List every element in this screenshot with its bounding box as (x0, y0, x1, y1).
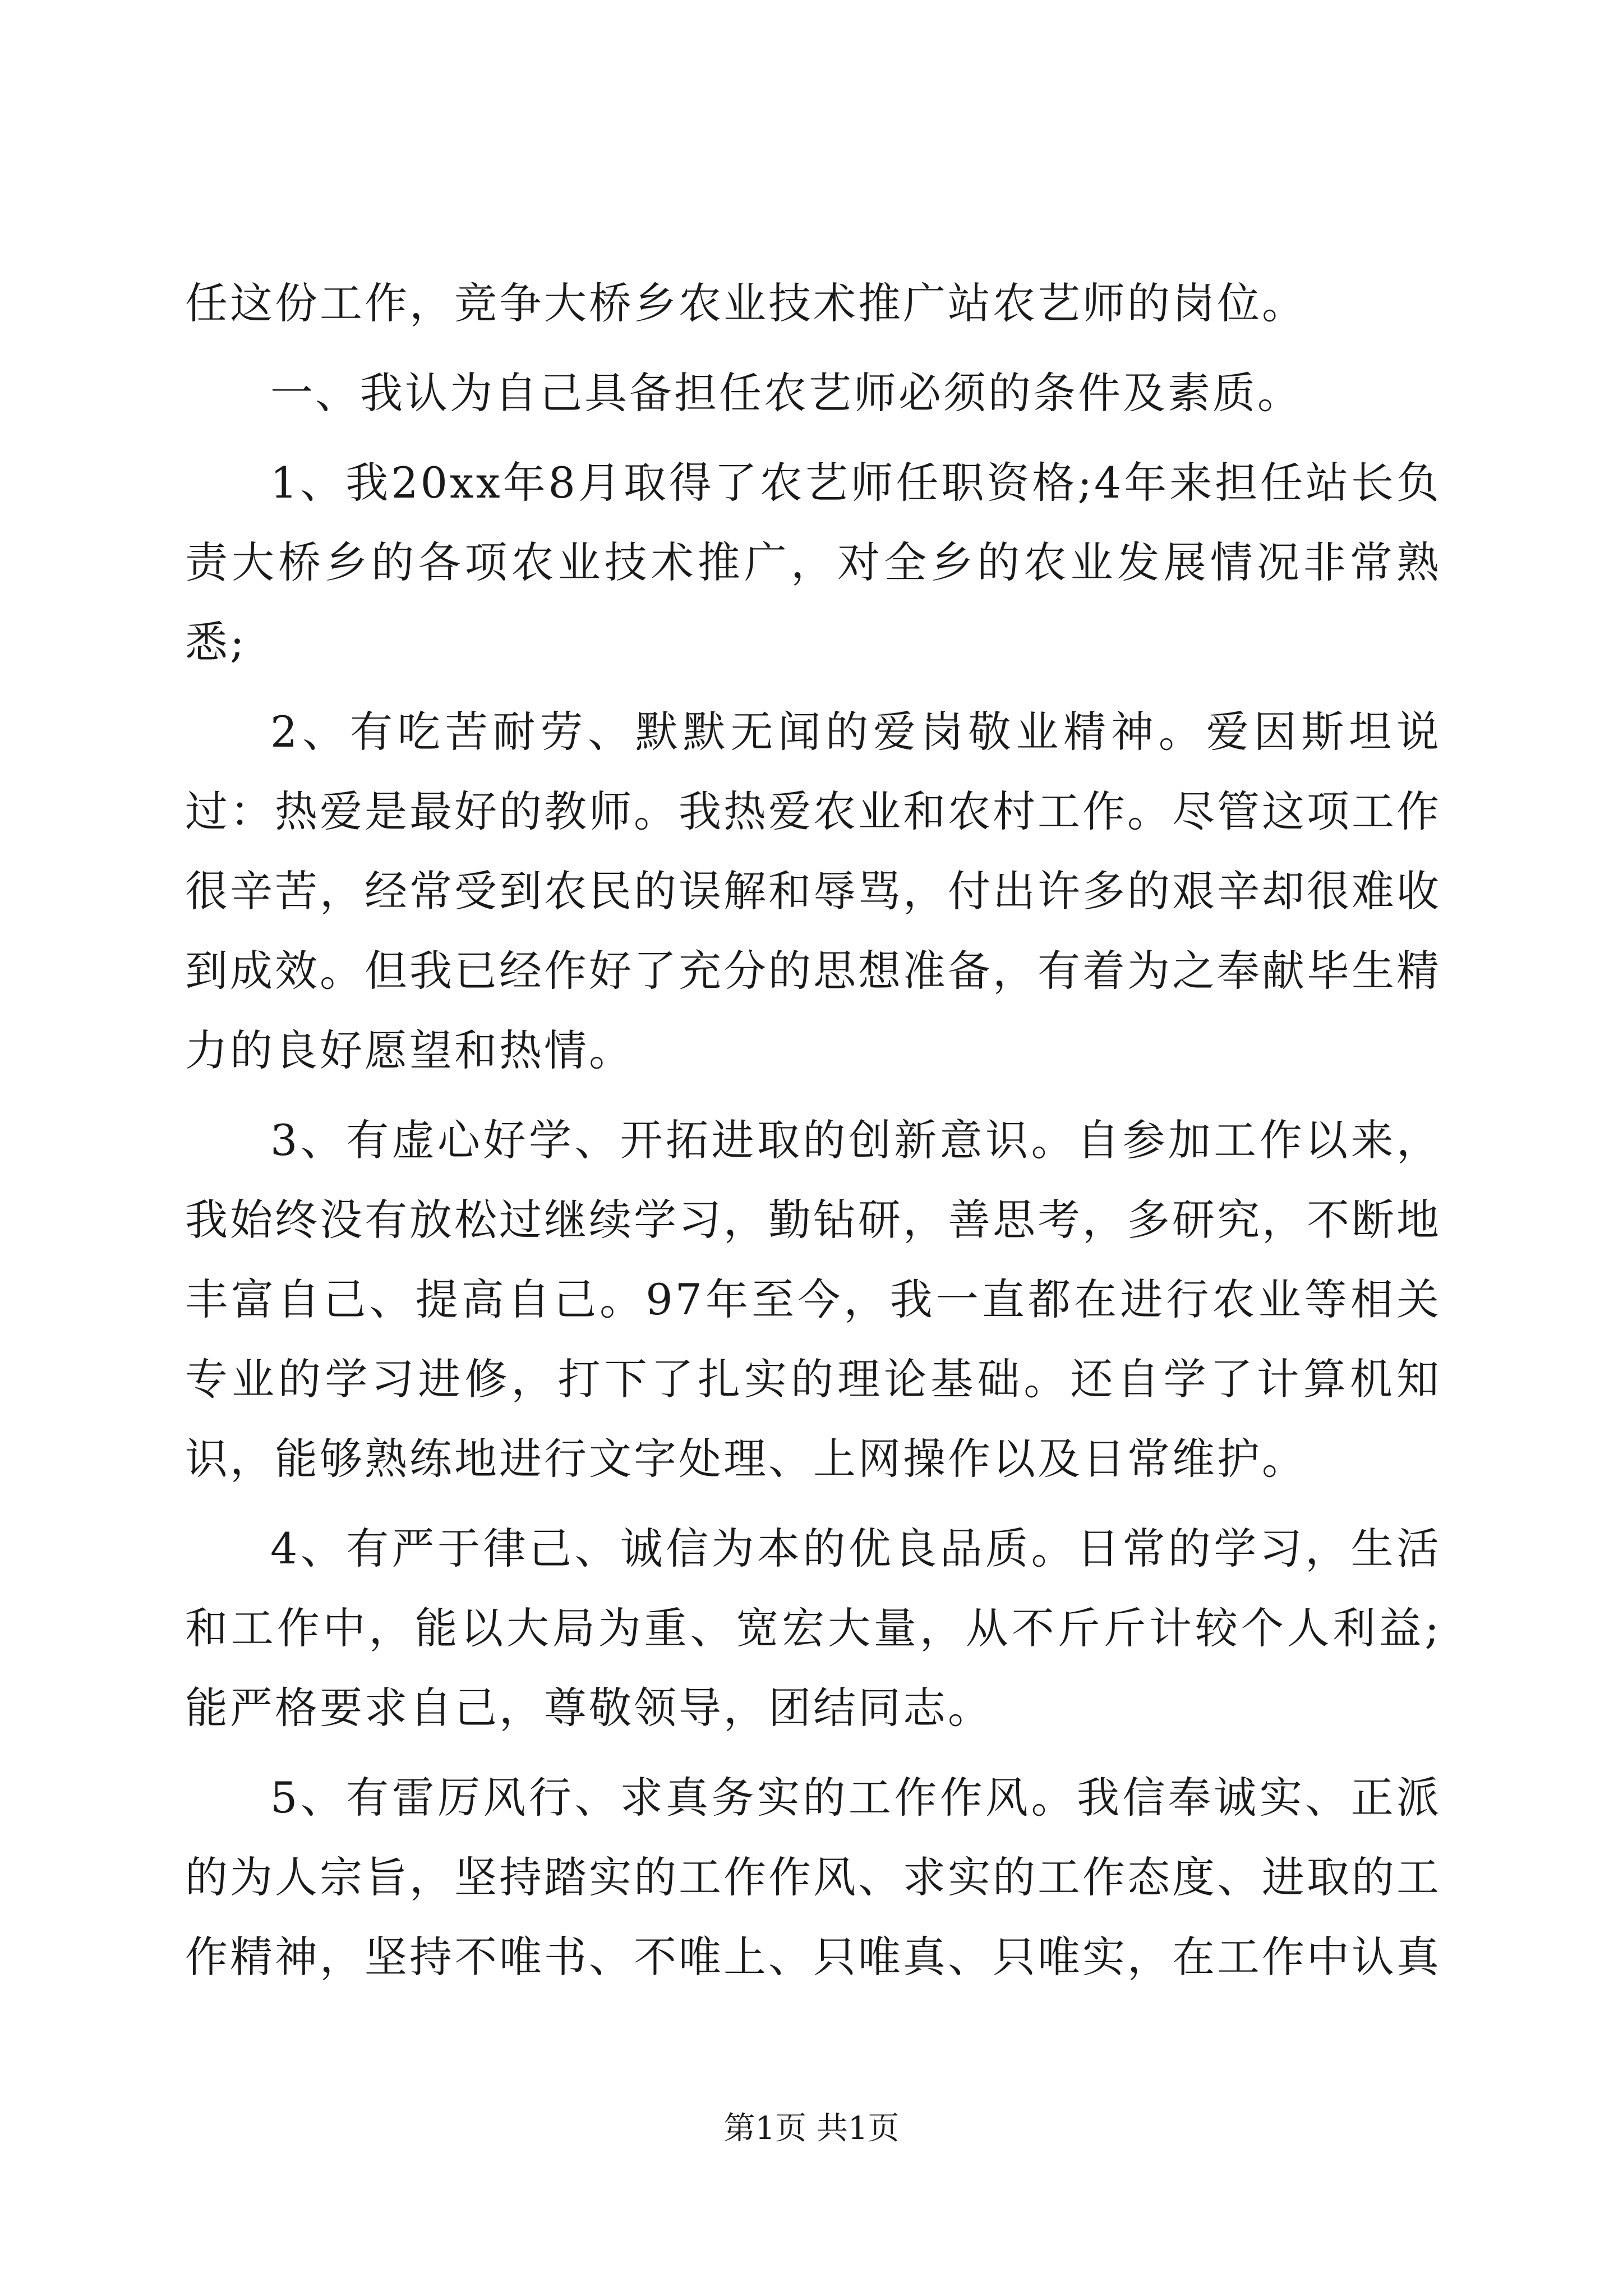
paragraph-item-4: 4、有严于律己、诚信为本的优良品质。日常的学习，生活和工作中，能以大局为重、宽宏大量，从不斤斤计较个人利益;能严格要求自己，尊敬领导，团结同志。 (185, 1524, 1441, 1733)
paragraph-item-3: 3、有虚心好学、开拓进取的创新意识。自参加工作以来，我始终没有放松过继续学习，勤钻研，善思考，多研究，不断地丰富自己、提高自己。97年至今，我一直都在进行农业等相关专业的学习进修，打下了扎实的理论基础。还自学了计算机知识，能够熟练地进行文字处理、上网操作以及日常维护。 (185, 1115, 1441, 1484)
document-body (185, 264, 1441, 2007)
paragraph-continuation: 任这份工作，竞争大桥乡农业技术推广站农艺师的岗位。 (185, 278, 1307, 328)
paragraph-item-5: 5、有雷厉风行、求真务实的工作作风。我信奉诚实、正派的为人宗旨，坚持踏实的工作作风、求实的工作态度、进取的工作精神，坚持不唯书、不唯上、只唯真、只唯实，在工作中认真 (185, 1773, 1441, 1982)
paragraph-item-2: 2、有吃苦耐劳、默默无闻的爱岗敬业精神。爱因斯坦说过：热爱是最好的教师。我热爱农业和农村工作。尽管这项工作很辛苦，经常受到农民的误解和辱骂，付出许多的艰辛却很难收到成效。但我已经作好了充分的思想准备，有着为之奉献毕生精力的良好愿望和热情。 (185, 707, 1441, 1075)
paragraph-heading-1: 一、我认为自己具备担任农艺师必须的条件及素质。 (270, 368, 1302, 418)
paragraph-item-1: 1、我20xx年8月取得了农艺师任职资格;4年来担任站长负责大桥乡的各项农业技术推广，对全乡的农业发展情况非常熟悉; (185, 458, 1441, 667)
page-footer: 第1页 共1页 (723, 2110, 900, 2147)
